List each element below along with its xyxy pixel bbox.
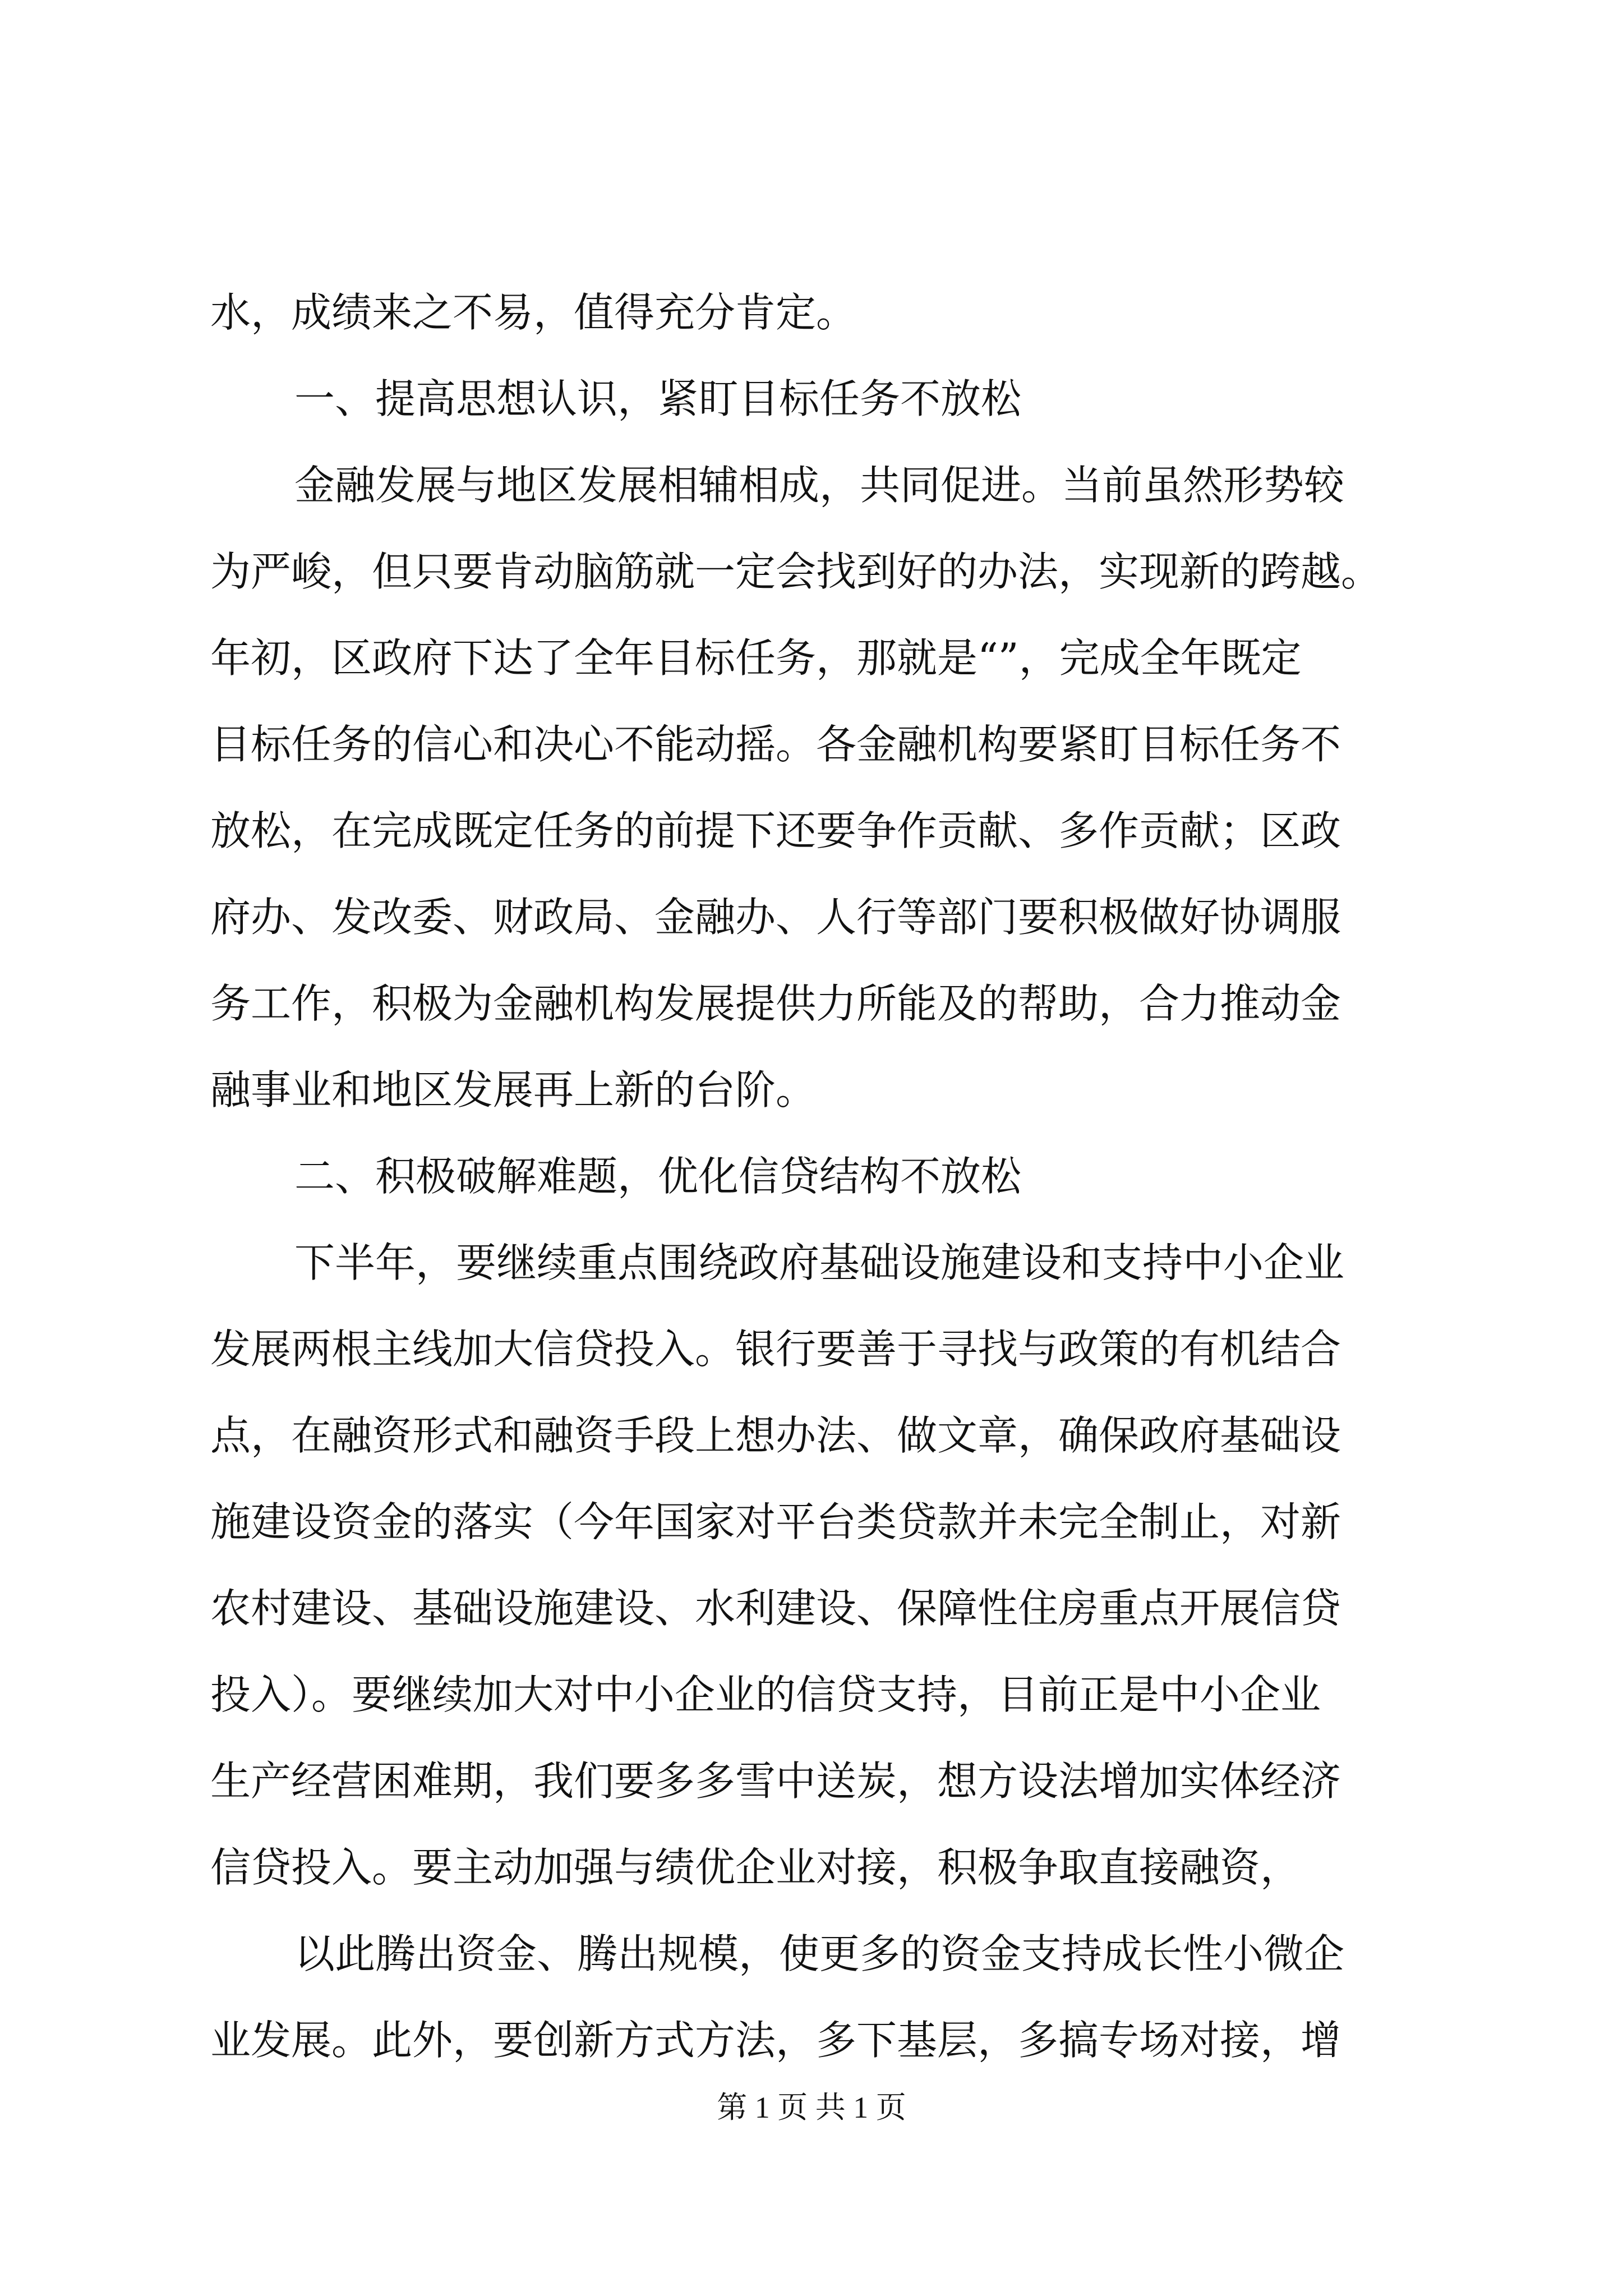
body-line: 农村建设、基础设施建设、水利建设、保障性住房重点开展信贷: [210, 1585, 1341, 1632]
document-body: [210, 269, 1422, 2083]
body-line: 年初，区政府下达了全年目标任务，那就是“”，完成全年既定: [210, 634, 1302, 682]
body-line: 为严峻，但只要肯动脑筋就一定会找到好的办法，实现新的跨越。: [210, 548, 1382, 595]
body-line: 下半年，要继续重点围绕政府基础设施建设和支持中小企业: [294, 1239, 1345, 1286]
section-heading-1: 一、提高思想认识，紧盯目标任务不放松: [294, 375, 1022, 422]
body-line: 以此腾出资金、腾出规模，使更多的资金支持成长性小微企: [294, 1930, 1345, 1977]
body-line: 点，在融资形式和融资手段上想办法、做文章，确保政府基础设: [210, 1412, 1341, 1459]
page-footer: 第 1 页 共 1 页: [717, 2091, 906, 2124]
body-line: 府办、发改委、财政局、金融办、人行等部门要积极做好协调服: [210, 894, 1341, 941]
body-line: 水，成绩来之不易，值得充分肯定。: [210, 289, 857, 336]
body-line: 融事业和地区发展再上新的台阶。: [210, 1066, 817, 1114]
body-line: 施建设资金的落实（今年国家对平台类贷款并未完全制止，对新: [210, 1498, 1341, 1545]
body-line: 目标任务的信心和决心不能动摇。各金融机构要紧盯目标任务不: [210, 721, 1341, 768]
body-line: 业发展。此外，要创新方式方法，多下基层，多搞专场对接，增: [210, 2017, 1341, 2064]
body-line: 投入）。要继续加大对中小企业的信贷支持，目前正是中小企业: [210, 1671, 1321, 1718]
body-line: 信贷投入。要主动加强与绩优企业对接，积极争取直接融资，: [210, 1844, 1301, 1891]
section-heading-2: 二、积极破解难题，优化信贷结构不放松: [294, 1153, 1022, 1200]
body-line: 金融发展与地区发展相辅相成，共同促进。当前虽然形势较: [294, 462, 1345, 509]
body-line: 放松，在完成既定任务的前提下还要争作贡献、多作贡献；区政: [210, 807, 1341, 854]
body-line: 务工作，积极为金融机构发展提供力所能及的帮助，合力推动金: [210, 980, 1341, 1027]
body-line: 生产经营困难期，我们要多多雪中送炭，想方设法增加实体经济: [210, 1757, 1341, 1805]
body-line: 发展两根主线加大信贷投入。银行要善于寻找与政策的有机结合: [210, 1326, 1341, 1373]
